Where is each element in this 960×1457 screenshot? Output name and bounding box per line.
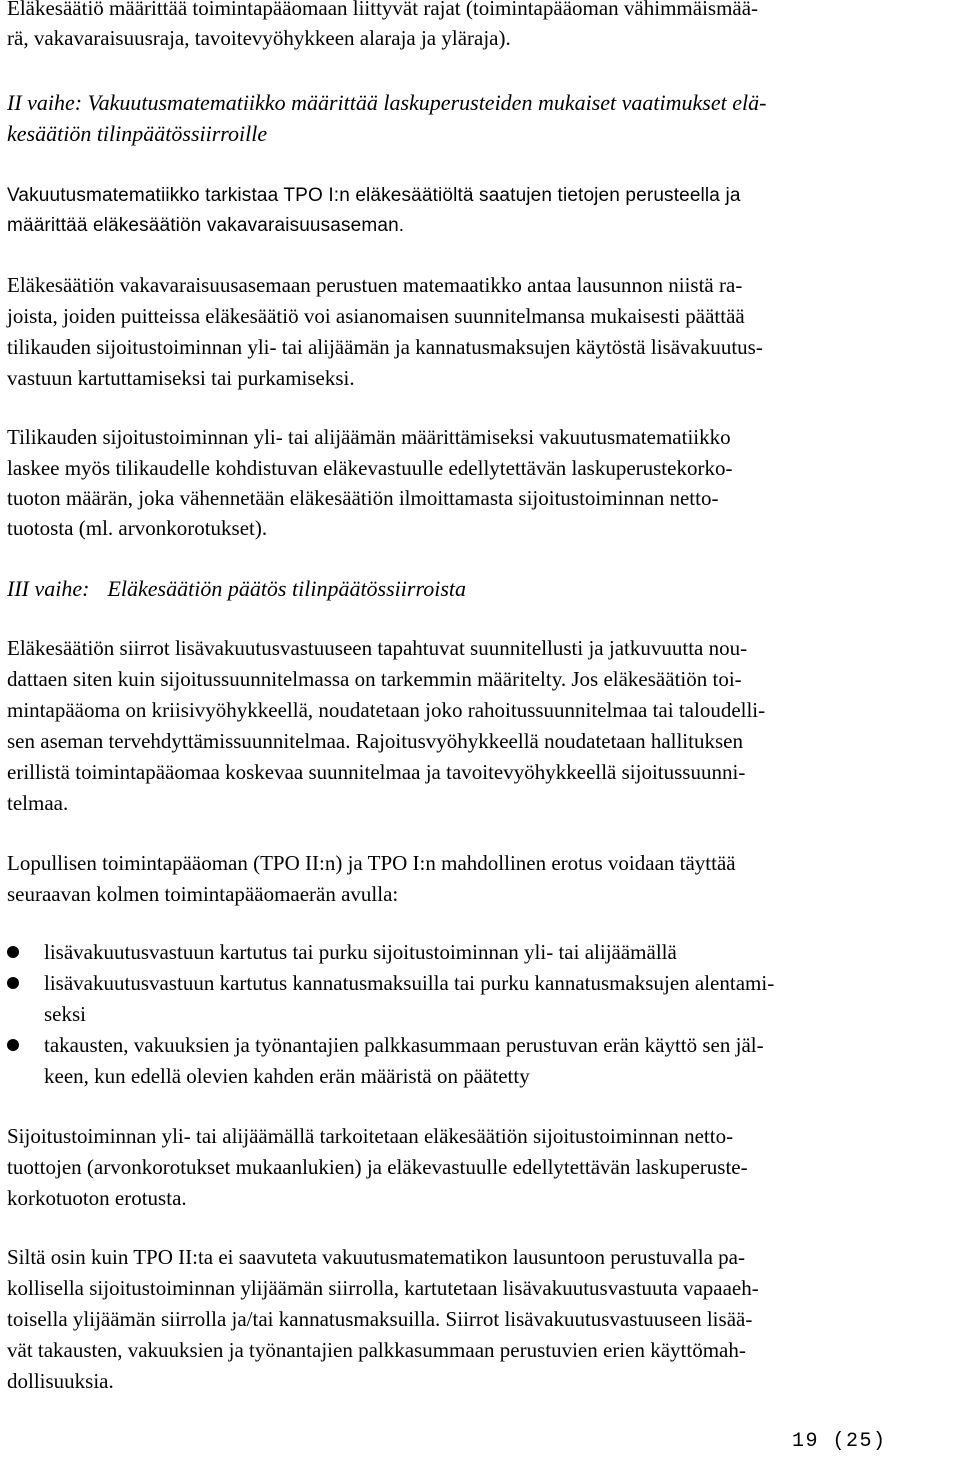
- phase3-title: Eläkesäätiön päätös tilinpäätössiirroista: [107, 576, 466, 601]
- definition-line-2: tuottojen (arvonkorotukset mukaanlukien) ja eläkevastuulle edellytettävän laskuperuste-: [7, 1155, 748, 1179]
- transfers-line-1: Eläkesäätiön siirrot lisävakuutusvastuuseen tapahtuvat suunnitellusti ja jatkuvuutta nou-: [7, 636, 748, 660]
- transfers-line-6: telmaa.: [7, 791, 69, 815]
- closing-line-1: Siltä osin kuin TPO II:ta ei saavuteta vakuutusmatematikon lausuntoon perustuvalla pa-: [7, 1245, 745, 1269]
- intro-line-2: rä, vakavaraisuusraja, tavoitevyöhykkeen alaraja ja yläraja).: [7, 26, 511, 50]
- transfers-line-5: erillistä toimintapääomaa koskevaa suunnitelmaa ja tavoitevyöhykkeellä sijoitussuunni-: [7, 760, 746, 784]
- phase2-text-line-1: Vakuutusmatematiikko tarkistaa TPO I:n eläkesäätiöltä saatujen tietojen perusteella ja: [7, 185, 741, 206]
- closing-line-2: kollisella sijoitustoiminnan ylijäämän siirrolla, kartutetaan lisävakuutusvastuuta vapaaeh-: [7, 1276, 759, 1300]
- surplus-line-3: tuoton määrän, joka vähennetään eläkesäätiön ilmoittamasta sijoitustoiminnan netto-: [7, 486, 719, 510]
- list-item-2-line-2: seksi: [44, 1002, 86, 1026]
- list-item-1-line-1: lisävakuutusvastuun kartutus tai purku sijoitustoiminnan yli- tai alijäämällä: [44, 940, 677, 964]
- solvency-line-3: tilikauden sijoitustoiminnan yli- tai alijäämän ja kannatusmaksujen käytöstä lisävakuutus-: [7, 335, 763, 359]
- closing-line-5: dollisuuksia.: [7, 1369, 114, 1393]
- solvency-line-2: joista, joiden puitteissa eläkesäätiö voi asianomaisen suunnitelmansa mukaisesti päättää: [7, 304, 745, 328]
- definition-line-1: Sijoitustoiminnan yli- tai alijäämällä tarkoitetaan eläkesäätiön sijoitustoiminnan netto-: [7, 1124, 734, 1148]
- surplus-line-2: laskee myös tilikaudelle kohdistuvan eläkevastuulle edellytettävän laskuperustekorko-: [7, 456, 733, 480]
- solvency-line-4: vastuun kartuttamiseksi tai purkamiseksi.: [7, 366, 355, 390]
- bullet-icon: [7, 977, 19, 989]
- list-item-3-line-1: takausten, vakuuksien ja työnantajien palkkasummaan perustuvan erän käyttö sen jäl-: [44, 1033, 764, 1057]
- final-difference-line-1: Lopullisen toimintapääoman (TPO II:n) ja TPO I:n mahdollinen erotus voidaan täyttää: [7, 851, 736, 875]
- closing-line-3: toisella ylijäämän siirrolla ja/tai kannatusmaksuilla. Siirrot lisävakuutusvastuuseen lisää-: [7, 1307, 753, 1331]
- transfers-line-4: sen aseman tervehdyttämissuunnitelmaa. Rajoitusvyöhykkeellä noudatetaan hallituksen: [7, 729, 743, 753]
- list-item-2-line-1: lisävakuutusvastuun kartutus kannatusmaksuilla tai purku kannatusmaksujen alentami-: [44, 971, 775, 995]
- final-difference-line-2: seuraavan kolmen toimintapääomaerän avulla:: [7, 882, 399, 906]
- phase2-heading-line-1: II vaihe: Vakuutusmatematiikko määrittää laskuperusteiden mukaiset vaatimukset elä-: [7, 90, 767, 115]
- solvency-line-1: Eläkesäätiön vakavaraisuusasemaan perustuen matemaatikko antaa lausunnon niistä ra-: [7, 273, 743, 297]
- definition-line-3: korkotuoton erotusta.: [7, 1186, 187, 1210]
- intro-line-1: Eläkesäätiö määrittää toimintapääomaan liittyvät rajat (toimintapääoman vähimmäismää-: [7, 0, 759, 20]
- list-item-3-line-2: keen, kun edellä olevien kahden erän määristä on päätetty: [44, 1064, 530, 1088]
- phase2-text-line-2: määrittää eläkesäätiön vakavaraisuusaseman.: [7, 215, 405, 236]
- transfers-line-3: mintapääoma on kriisivyöhykkeellä, noudatetaan joko rahoitussuunnitelmaa tai taloudelli-: [7, 698, 766, 722]
- bullet-icon: [7, 1039, 19, 1051]
- phase3-label: III vaihe:: [7, 576, 90, 601]
- phase2-heading-line-2: kesäätiön tilinpäätössiirroille: [7, 121, 268, 146]
- bullet-icon: [7, 946, 19, 958]
- phase3-heading: [7, 573, 925, 604]
- closing-line-4: vät takausten, vakuuksien ja työnantajien palkkasummaan perustuvien erien käyttömah-: [7, 1338, 746, 1362]
- transfers-line-2: dattaen siten kuin sijoitussuunnitelmassa on tarkemmin määritelty. Jos eläkesäätiön toi-: [7, 667, 742, 691]
- surplus-line-4: tuotosta (ml. arvonkorotukset).: [7, 516, 268, 540]
- surplus-line-1: Tilikauden sijoitustoiminnan yli- tai alijäämän määrittämiseksi vakuutusmatematiikko: [7, 425, 731, 449]
- page-number: 19 (25): [792, 1430, 887, 1453]
